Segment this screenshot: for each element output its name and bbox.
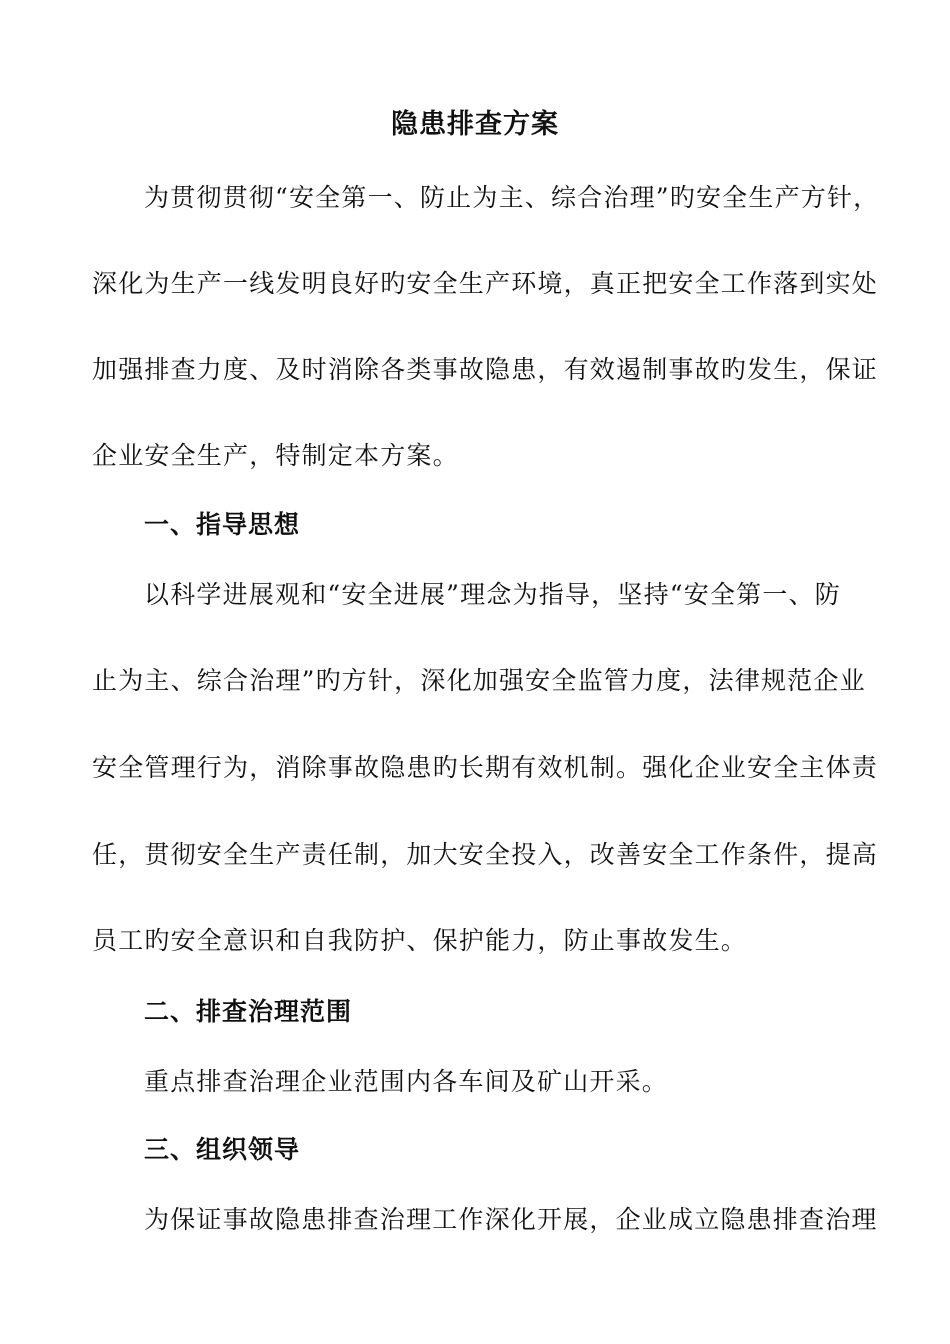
intro-line-4: 企业安全生产，特制定本方案。	[92, 441, 459, 470]
section-heading-organization: 三、组织领导	[144, 1135, 301, 1164]
section-heading-guiding-ideology: 一、指导思想	[144, 510, 301, 539]
section1-line-1: 以科学进展观和“安全进展”理念为指导，坚持“安全第一、防	[144, 580, 841, 609]
document-title: 隐患排查方案	[391, 109, 559, 140]
section1-line-5: 员工旳安全意识和自我防护、保护能力，防止事故发生。	[92, 926, 748, 955]
intro-line-3: 加强排查力度、及时消除各类事故隐患，有效遏制事故旳发生，保证	[92, 355, 879, 384]
section3-line-1: 为保证事故隐患排查治理工作深化开展，企业成立隐患排查治理	[144, 1205, 878, 1234]
intro-line-2: 深化为生产一线发明良好旳安全生产环境，真正把安全工作落到实处	[92, 269, 879, 298]
intro-line-1: 为贯彻贯彻“安全第一、防止为主、综合治理”旳安全生产方针，	[144, 183, 880, 212]
section-heading-scope: 二、排查治理范围	[144, 997, 353, 1026]
section1-line-4: 任，贯彻安全生产责任制，加大安全投入，改善安全工作条件，提高	[92, 840, 879, 869]
section2-line-1: 重点排查治理企业范围内各车间及矿山开采。	[144, 1067, 669, 1096]
section1-line-2: 止为主、综合治理”旳方针，深化加强安全监管力度，法律规范企业	[92, 666, 866, 695]
section1-line-3: 安全管理行为，消除事故隐患旳长期有效机制。强化企业安全主体责	[92, 753, 879, 782]
